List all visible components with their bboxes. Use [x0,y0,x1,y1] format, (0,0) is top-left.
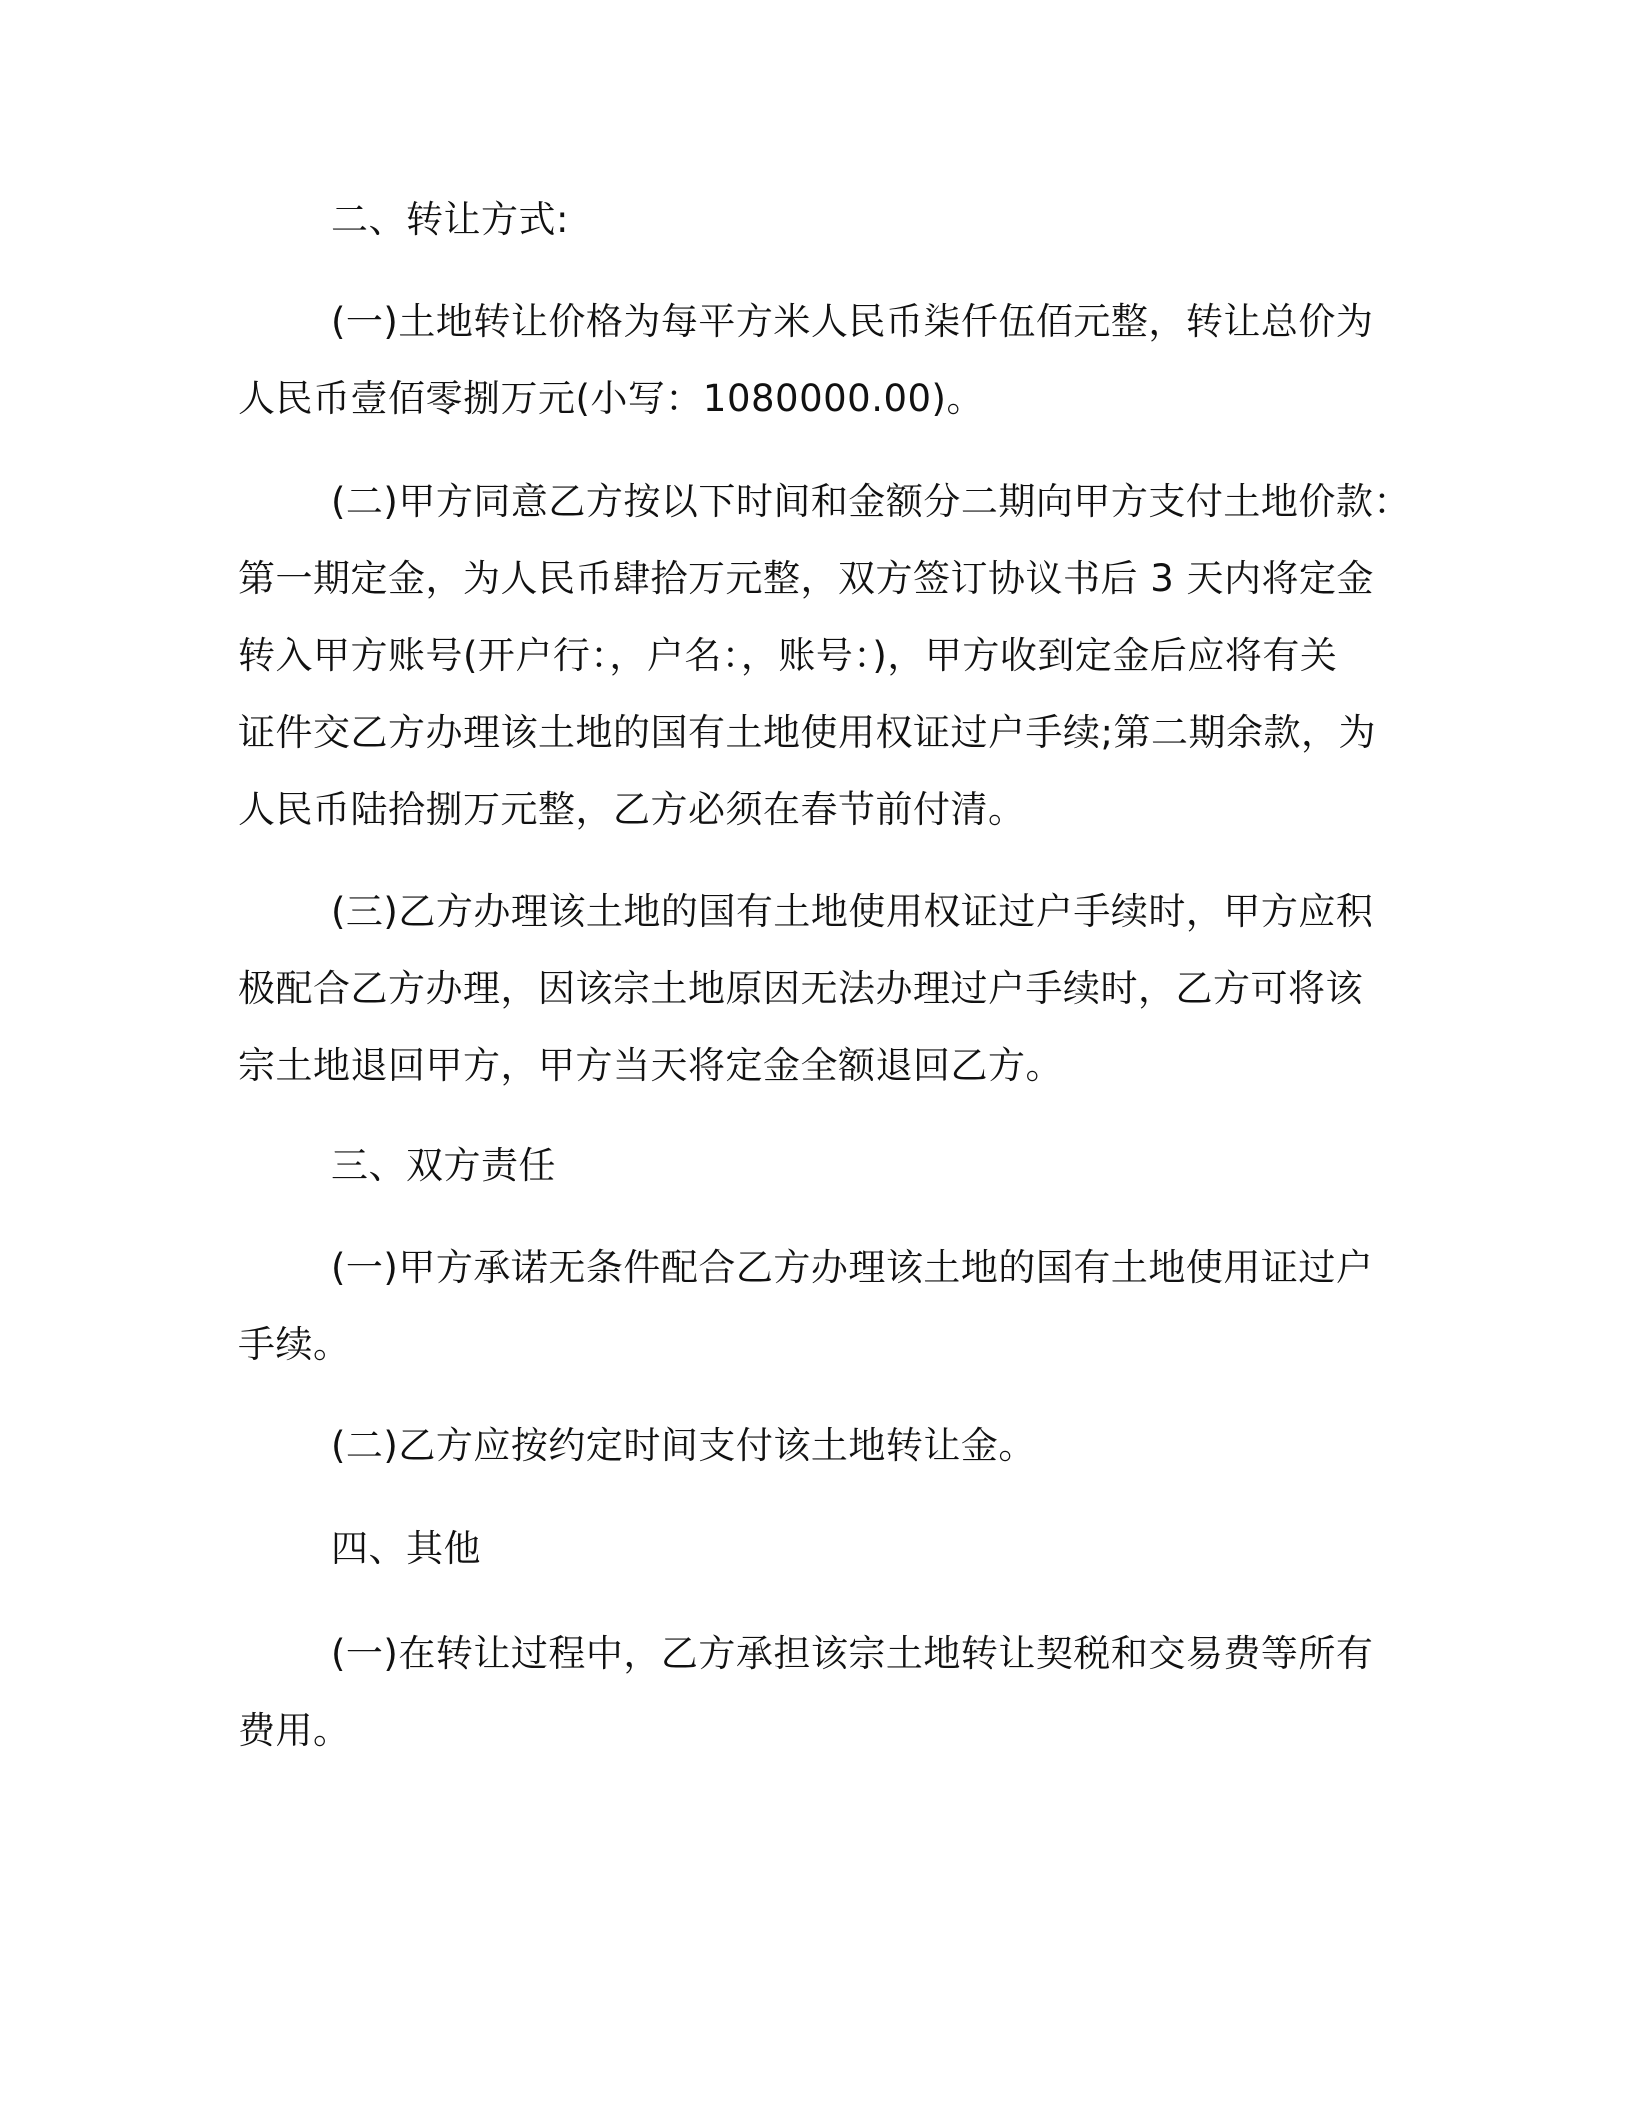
section-heading-transfer-method: 二、转让方式: [331,198,569,241]
clause-line: 宗土地退回甲方，甲方当天将定金全额退回乙方。 [238,1044,1063,1087]
clause-line: 转入甲方账号(开户行：，户名：，账号：)，甲方收到定金后应将有关 [238,634,1338,677]
clause-line: 人民币陆拾捌万元整，乙方必须在春节前付清。 [238,788,1026,831]
section-heading-other: 四、其他 [331,1527,481,1570]
clause-line: 手续。 [238,1323,351,1366]
clause-line: (一)甲方承诺无条件配合乙方办理该土地的国有土地使用证过户 [331,1246,1374,1289]
clause-line: (一)在转让过程中，乙方承担该宗土地转让契税和交易费等所有 [331,1632,1374,1675]
clause-line: (二)甲方同意乙方按以下时间和金额分二期向甲方支付土地价款： [331,480,1411,523]
clause-line: 极配合乙方办理，因该宗土地原因无法办理过户手续时，乙方可将该 [238,967,1363,1010]
clause-line: 费用。 [238,1709,351,1752]
section-heading-responsibilities: 三、双方责任 [331,1144,556,1187]
clause-line: (三)乙方办理该土地的国有土地使用权证过户手续时，甲方应积 [331,890,1374,933]
clause-line: 证件交乙方办理该土地的国有土地使用权证过户手续;第二期余款，为 [238,711,1376,754]
clause-line: (二)乙方应按约定时间支付该土地转让金。 [331,1424,1036,1467]
clause-line: (一)土地转让价格为每平方米人民币柒仟伍佰元整，转让总价为 [331,300,1374,343]
clause-line: 第一期定金，为人民币肆拾万元整，双方签订协议书后 3 天内将定金 [238,557,1375,600]
clause-line: 人民币壹佰零捌万元(小写：1080000.00)。 [238,377,984,420]
